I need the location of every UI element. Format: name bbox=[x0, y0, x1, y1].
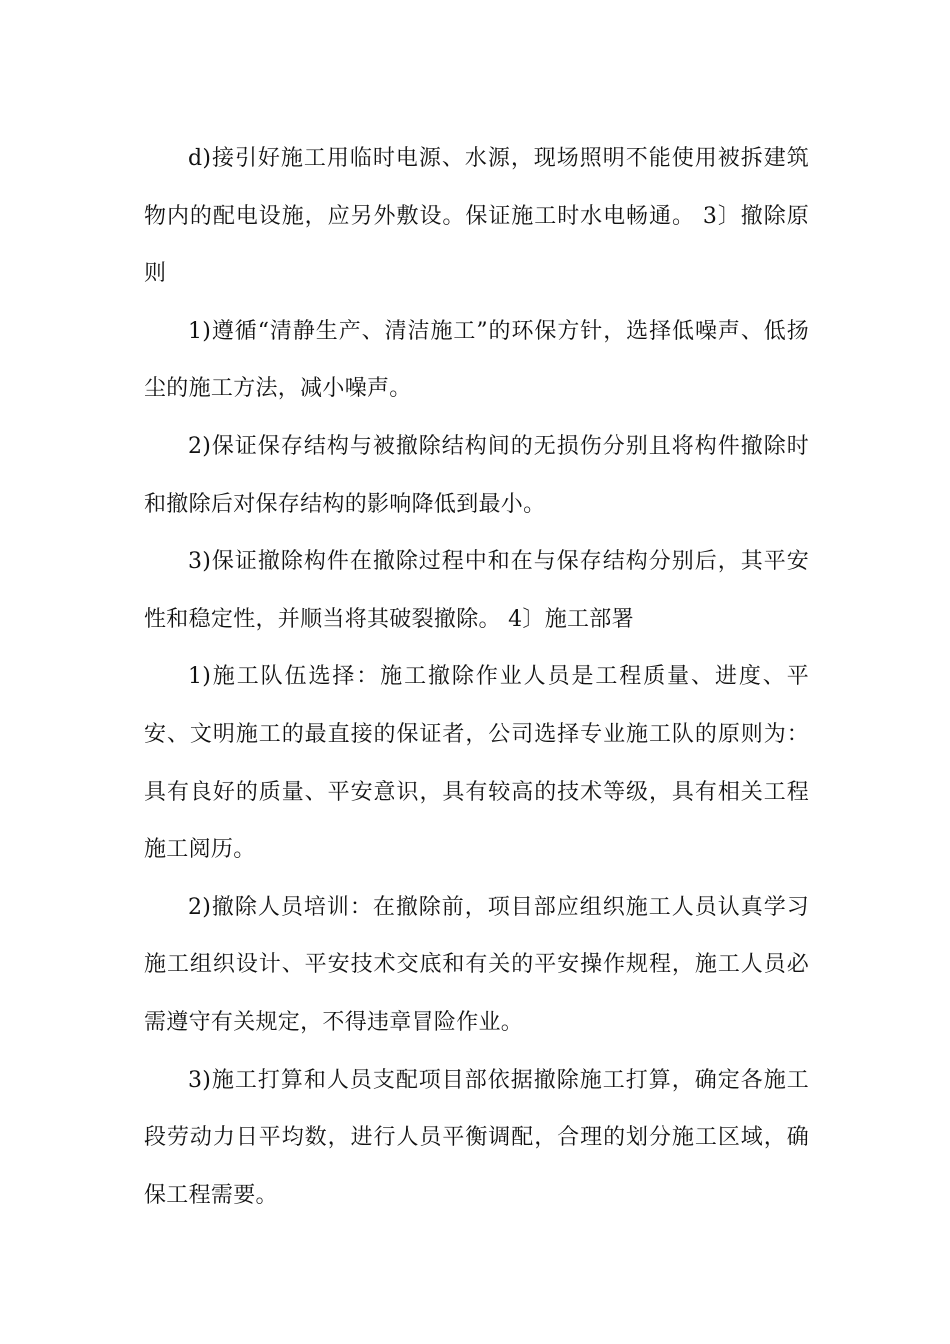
document-body bbox=[144, 130, 809, 1224]
paragraph-deployment-3: 3)施工打算和人员支配项目部依据撤除施工打算，确定各施工段劳动力日平均数，进行人员平衡调配，合理的划分施工区域，确保工程需要。 bbox=[144, 1067, 809, 1208]
paragraph-deployment-1: 1)施工队伍选择：施工撤除作业人员是工程质量、进度、平安、文明施工的最直接的保证者，公司选择专业施工队的原则为：具有良好的质量、平安意识，具有较高的技术等级，具有相关工程施工阅历。 bbox=[144, 664, 809, 863]
paragraph-principle-1: 1)遵循“清静生产、清洁施工”的环保方针，选择低噪声、低扬尘的施工方法，减小噪声。 bbox=[144, 318, 809, 402]
paragraph-principle-3: 3)保证撤除构件在撤除过程中和在与保存结构分别后，其平安性和稳定性，并顺当将其破裂撤除。 4〕施工部署 bbox=[144, 549, 809, 632]
paragraph-power-water: d)接引好施工用临时电源、水源，现场照明不能使用被拆建筑物内的配电设施，应另外敷设。保证施工时水电畅通。 3〕撤除原则 bbox=[144, 146, 809, 287]
paragraph-principle-2: 2)保证保存结构与被撤除结构间的无损伤分别且将构件撤除时和撤除后对保存结构的影响降低到最小。 bbox=[144, 433, 809, 517]
paragraph-deployment-2: 2)撤除人员培训：在撤除前，项目部应组织施工人员认真学习施工组织设计、平安技术交底和有关的平安操作规程，施工人员必需遵守有关规定，不得违章冒险作业。 bbox=[144, 894, 809, 1035]
